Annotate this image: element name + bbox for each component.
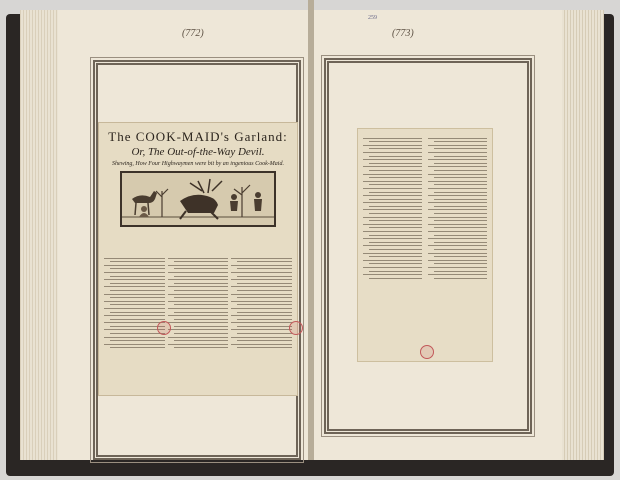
verse-column (231, 255, 292, 391)
verse-column (428, 135, 487, 355)
verse-column (363, 135, 422, 355)
ballad-verses-left (104, 255, 292, 391)
right-folio: (773) (392, 28, 414, 39)
verse-column (104, 255, 165, 391)
ballad-title: The COOK-MAID's Garland: (108, 129, 288, 144)
ballad-verses-right (363, 135, 487, 355)
ballad-sheet-left (98, 122, 298, 396)
ballad-sheet-right (357, 128, 493, 362)
library-stamp-icon (420, 345, 434, 359)
book-gutter (308, 0, 314, 460)
ballad-subtitle: Or, The Out-of-the-Way Devil. (131, 146, 265, 158)
page-edges-right (562, 10, 604, 460)
library-stamp-icon (289, 321, 303, 335)
stamp-number: 259 (368, 15, 377, 21)
page-edges-left (20, 10, 58, 460)
woodcut-illustration-icon (120, 171, 276, 227)
ballad-showing-line: Shewing, How Four Highwaymen were bit by an ingenious Cook-Maid. (112, 161, 284, 167)
verse-column (168, 255, 229, 391)
left-folio: (772) (182, 28, 204, 39)
library-stamp-icon (157, 321, 171, 335)
